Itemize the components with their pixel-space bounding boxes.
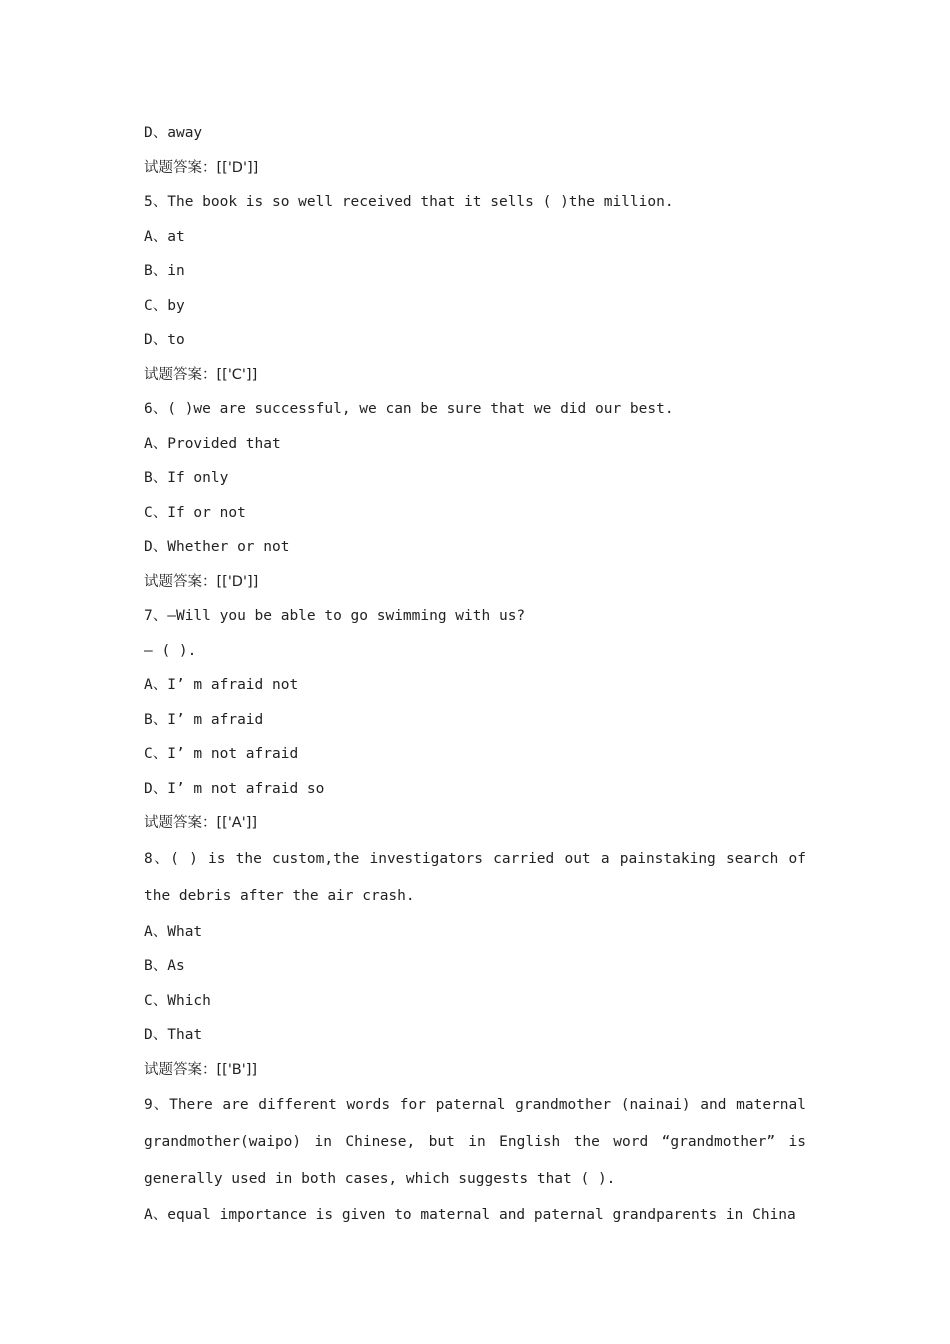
q6-option-d: D、Whether or not [144,539,290,555]
q6-question: 6、( )we are successful, we can be sure that we did our best. [144,401,674,417]
q6-answer: 试题答案：[['D']] [144,573,259,590]
q7-reply-blank: — ( ). [144,642,197,659]
q9-option-a: A、equal importance is given to maternal and paternal grandparents in China [144,1207,796,1223]
q8-question: 8、( ) is the custom,the investigators carried out a painstaking search of the debris after the air crash. [144,850,806,904]
q5-option-a: A、at [144,228,185,245]
q8-option-b: B、As [144,958,185,974]
q8-option-d: D、That [144,1027,203,1043]
q7-option-a: A、I’ m afraid not [144,677,299,693]
q7-option-b: B、I’ m afraid [144,711,264,728]
q5-option-c: C、by [144,297,185,314]
q7-option-d: D、I’ m not afraid so [144,780,325,797]
q5-option-b: B、in [144,263,185,279]
q6-option-a: A、Provided that [144,435,281,452]
q8-option-a: A、What [144,923,203,940]
q9-question: 9、There are different words for paternal grandmother (nainai) and maternal grandmother(waipo) in Chinese, but in English the word “grandmother” is generally used in both cases, which suggests that ( ). [144,1097,806,1187]
q7-question: 7、—Will you be able to go swimming with us? [144,608,526,624]
q7-option-c: C、I’ m not afraid [144,746,299,762]
q8-answer: 试题答案：[['B']] [144,1061,258,1078]
q5-option-d: D、to [144,332,185,348]
q6-option-c: C、If or not [144,504,246,521]
q5-answer: 试题答案：[['C']] [144,366,258,383]
q4-answer: 试题答案：[['D']] [144,159,259,176]
q7-answer: 试题答案：[['A']] [144,815,258,831]
q5-question: 5、The book is so well received that it sells ( )the million. [144,194,674,210]
q6-option-b: B、If only [144,470,229,486]
q8-option-c: C、Which [144,992,211,1009]
q4-option-d: D、away [144,125,203,141]
